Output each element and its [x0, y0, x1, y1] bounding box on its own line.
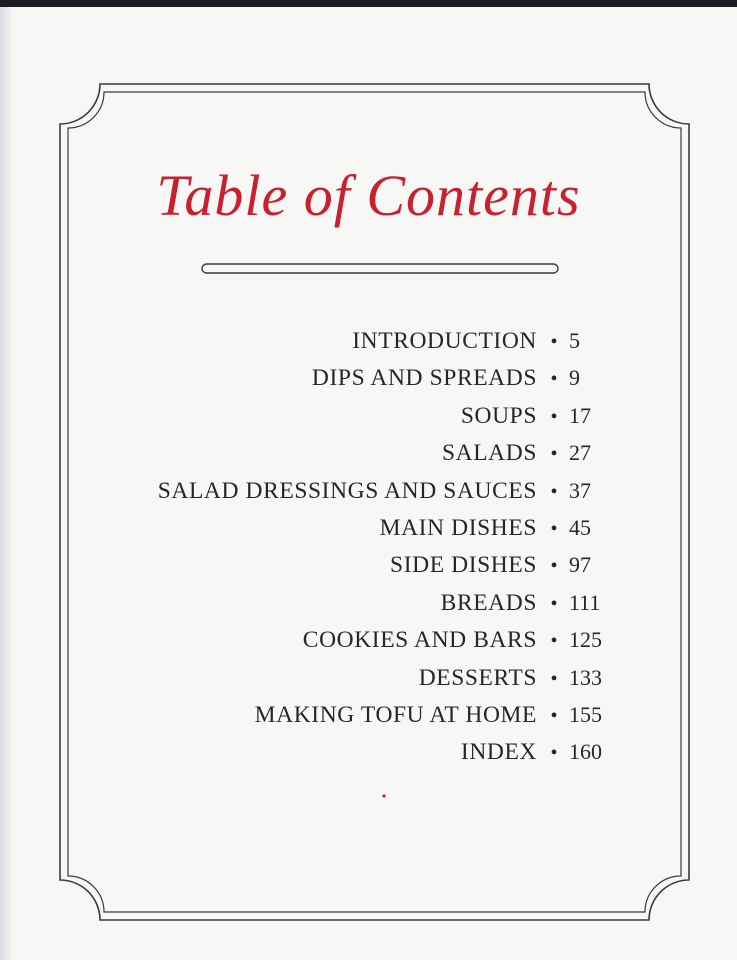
toc-bullet: • [550, 667, 558, 690]
toc-bullet: • [550, 368, 558, 391]
toc-entry-page-number: 17 [569, 402, 591, 428]
toc-bullet: • [550, 517, 558, 540]
toc-bullet: • [550, 592, 558, 615]
toc-entry-label: MAIN DISHES [379, 514, 537, 541]
toc-entry-label: INTRODUCTION [352, 328, 537, 354]
toc-entry-page-number: 37 [569, 477, 591, 503]
toc-entry [158, 434, 613, 471]
toc-entry-label: DESSERTS [418, 664, 537, 691]
toc-entry-label: BREADS [440, 589, 537, 616]
toc-entry [158, 509, 613, 546]
toc-entry-label: SOUPS [460, 402, 537, 429]
toc-entry-page-number: 5 [569, 328, 580, 353]
toc-entry-page-number: 9 [569, 365, 580, 391]
table-of-contents [158, 322, 613, 771]
toc-entry-page-number: 45 [569, 514, 591, 540]
toc-bullet: • [550, 630, 558, 653]
toc-entry-label: SALADS [441, 440, 537, 467]
toc-entry-page-number: 133 [569, 664, 602, 690]
toc-entry-label: SIDE DISHES [390, 552, 537, 579]
toc-entry-page-number: 111 [569, 589, 601, 615]
toc-entry [158, 322, 613, 359]
toc-entry-page-number: 27 [569, 440, 591, 466]
toc-entry-label: SALAD DRESSINGS AND SAUCES [157, 477, 537, 504]
toc-entry [158, 659, 613, 696]
toc-bullet: • [550, 331, 558, 353]
toc-bullet: • [550, 405, 558, 428]
toc-entry-page-number: 125 [569, 627, 602, 653]
toc-entry [158, 696, 613, 733]
toc-entry-page-number: 155 [569, 701, 602, 727]
toc-entry-page-number: 160 [569, 739, 602, 765]
toc-bullet: • [550, 480, 558, 503]
toc-entry-label: COOKIES AND BARS [302, 627, 537, 654]
toc-entry [158, 584, 613, 621]
toc-bullet: • [550, 742, 558, 765]
page-title: Table of Contents [156, 163, 581, 228]
toc-entry [158, 359, 613, 396]
toc-entry [158, 621, 613, 658]
toc-bullet: • [550, 704, 558, 727]
toc-entry-label: DIPS AND SPREADS [311, 365, 537, 392]
toc-entry [158, 733, 613, 770]
toc-entry-page-number: 97 [569, 552, 591, 578]
toc-entry [158, 472, 613, 509]
toc-entry-label: MAKING TOFU AT HOME [254, 701, 537, 728]
toc-entry [158, 397, 613, 434]
toc-entry-label: INDEX [460, 739, 537, 766]
ink-speck [382, 794, 385, 797]
toc-bullet: • [550, 443, 558, 466]
title-rule [202, 264, 558, 273]
toc-bullet: • [550, 555, 558, 578]
toc-entry [158, 546, 613, 583]
